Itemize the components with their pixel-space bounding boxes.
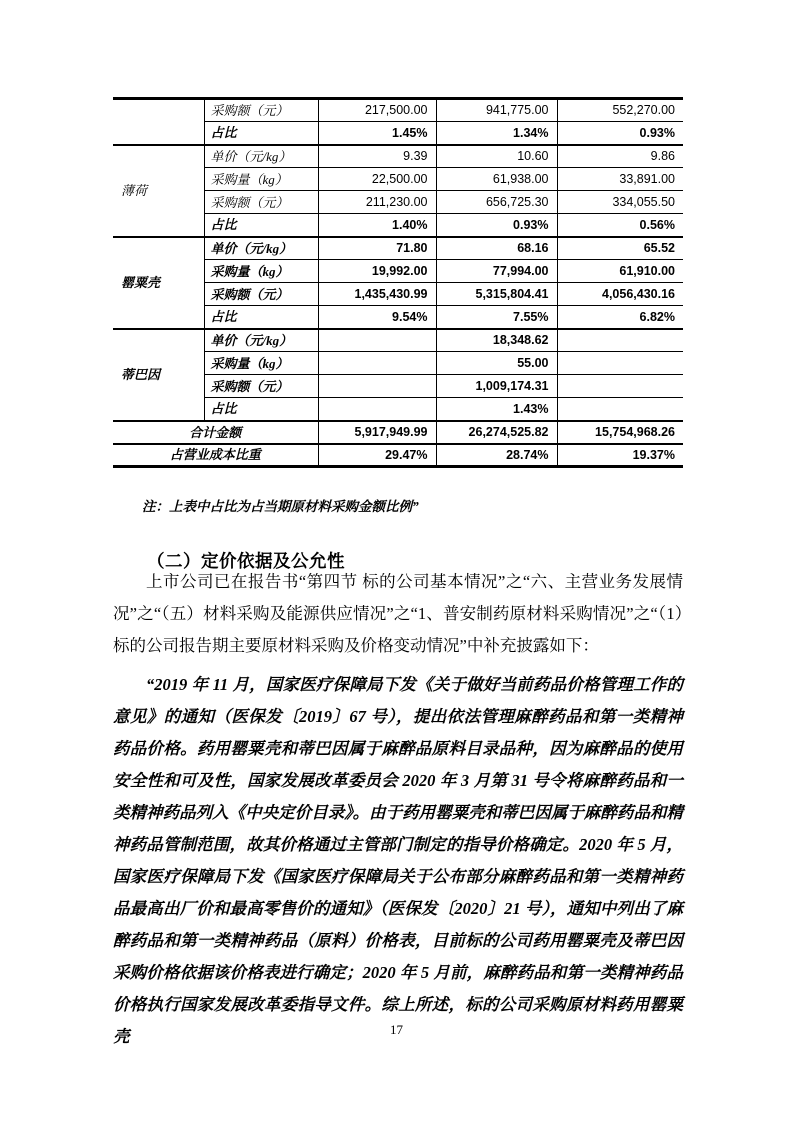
value-cell <box>557 352 683 375</box>
row-label: 单价（元/kg） <box>204 237 318 260</box>
value-cell: 5,917,949.99 <box>318 421 436 444</box>
row-label: 占比 <box>204 122 318 145</box>
value-cell: 1.43% <box>436 398 557 421</box>
value-cell: 211,230.00 <box>318 191 436 214</box>
value-cell: 26,274,525.82 <box>436 421 557 444</box>
row-label: 采购额（元） <box>204 99 318 122</box>
value-cell: 334,055.50 <box>557 191 683 214</box>
value-cell: 1,435,430.99 <box>318 283 436 306</box>
row-label: 采购额（元） <box>204 191 318 214</box>
value-cell: 9.54% <box>318 306 436 329</box>
summary-label: 合计金额 <box>113 421 318 444</box>
item-name-cell <box>113 99 204 145</box>
value-cell <box>318 375 436 398</box>
row-label: 占比 <box>204 214 318 237</box>
row-label: 单价（元/kg） <box>204 329 318 352</box>
value-cell: 7.55% <box>436 306 557 329</box>
value-cell: 9.86 <box>557 145 683 168</box>
value-cell: 18,348.62 <box>436 329 557 352</box>
procurement-table <box>113 97 683 468</box>
value-cell: 19,992.00 <box>318 260 436 283</box>
value-cell: 217,500.00 <box>318 99 436 122</box>
value-cell <box>557 398 683 421</box>
value-cell: 68.16 <box>436 237 557 260</box>
value-cell <box>557 375 683 398</box>
item-name-cell: 薄荷 <box>113 145 204 237</box>
table-row <box>113 421 683 444</box>
paragraph-pricing-basis: “2019 年 11 月，国家医疗保障局下发《关于做好当前药品价格管理工作的意见》的通知（医保发〔2019〕67 号），提出依法管理麻醉药品和第一类精神药品价格。药用罂粟壳和蒂巴因属于麻醉品原料目录品种，因为麻醉品的使用安全性和可及性，国家发展改革委员会 2020 年 3 月第 31 号令将麻醉药品和一类精神药品列入《中央定价目录》。由于药用罂粟壳和蒂巴因属于麻醉药品和精神药品管制范围，故其价格通过主管部门制定的指导价格确定。2020 年 5 月，国家医疗保障局下发《国家医疗保障局关于公布部分麻醉药品和第一类精神药品最高出厂价和最高零售价的通知》（医保发〔2020〕21 号），通知中列出了麻醉药品和第一类精神药品（原料）价格表，目前标的公司药用罂粟壳及蒂巴因采购价格依据该价格表进行确定；2020 年 5 月前，麻醉药品和第一类精神药品价格执行国家发展改革委指导文件。综上所述，标的公司采购原材料药用罂粟壳 <box>113 675 683 1046</box>
value-cell: 1,009,174.31 <box>436 375 557 398</box>
value-cell: 656,725.30 <box>436 191 557 214</box>
table-row <box>113 145 683 168</box>
row-label: 占比 <box>204 306 318 329</box>
value-cell: 29.47% <box>318 444 436 467</box>
table-footnote: 注：上表中占比为占当期原材料采购金额比例” <box>142 499 419 514</box>
row-label: 采购量（kg） <box>204 260 318 283</box>
item-name-cell: 蒂巴因 <box>113 329 204 421</box>
value-cell: 28.74% <box>436 444 557 467</box>
value-cell: 33,891.00 <box>557 168 683 191</box>
row-label: 采购量（kg） <box>204 352 318 375</box>
table-row <box>113 99 683 122</box>
value-cell: 10.60 <box>436 145 557 168</box>
value-cell: 61,910.00 <box>557 260 683 283</box>
value-cell: 22,500.00 <box>318 168 436 191</box>
value-cell: 71.80 <box>318 237 436 260</box>
value-cell: 61,938.00 <box>436 168 557 191</box>
value-cell: 552,270.00 <box>557 99 683 122</box>
value-cell: 55.00 <box>436 352 557 375</box>
value-cell: 1.40% <box>318 214 436 237</box>
value-cell <box>557 329 683 352</box>
value-cell: 0.93% <box>436 214 557 237</box>
value-cell <box>318 329 436 352</box>
value-cell: 65.52 <box>557 237 683 260</box>
value-cell: 1.34% <box>436 122 557 145</box>
value-cell <box>318 352 436 375</box>
value-cell: 77,994.00 <box>436 260 557 283</box>
value-cell: 0.93% <box>557 122 683 145</box>
table-row <box>113 444 683 467</box>
value-cell: 0.56% <box>557 214 683 237</box>
item-name-cell: 罂粟壳 <box>113 237 204 329</box>
row-label: 采购额（元） <box>204 375 318 398</box>
paragraph-disclosure-intro: 上市公司已在报告书“第四节 标的公司基本情况”之“六、主营业务发展情况”之“（五）材料采购及能源供应情况”之“1、普安制药原材料采购情况”之“（1）标的公司报告期主要原材料采购及价格变动情况”中补充披露如下： <box>113 572 683 655</box>
value-cell: 941,775.00 <box>436 99 557 122</box>
value-cell: 19.37% <box>557 444 683 467</box>
page-number: 17 <box>390 1022 403 1037</box>
value-cell: 6.82% <box>557 306 683 329</box>
value-cell: 15,754,968.26 <box>557 421 683 444</box>
table-row <box>113 237 683 260</box>
table-row <box>113 329 683 352</box>
summary-label: 占营业成本比重 <box>113 444 318 467</box>
row-label: 单价（元/kg） <box>204 145 318 168</box>
row-label: 占比 <box>204 398 318 421</box>
value-cell: 1.45% <box>318 122 436 145</box>
value-cell: 9.39 <box>318 145 436 168</box>
section-heading: （二）定价依据及公允性 <box>147 551 345 571</box>
value-cell <box>318 398 436 421</box>
row-label: 采购额（元） <box>204 283 318 306</box>
value-cell: 5,315,804.41 <box>436 283 557 306</box>
value-cell: 4,056,430.16 <box>557 283 683 306</box>
row-label: 采购量（kg） <box>204 168 318 191</box>
